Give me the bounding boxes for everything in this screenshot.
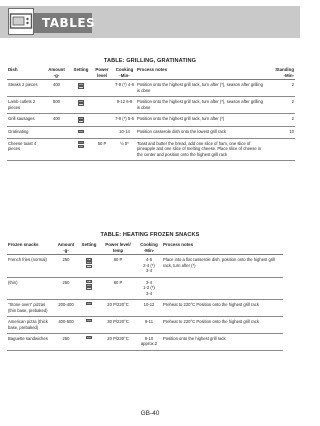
microwave-mode-icon	[86, 258, 92, 261]
notes-cell: Position onto the highest grill rack, turn after (*), season after grilling is done	[136, 80, 264, 97]
standing-cell	[264, 138, 295, 160]
grill-bottom-icon	[86, 265, 92, 268]
cooking-cell: 10-14	[113, 127, 136, 138]
column-header-power-temp: Power level/ temp	[100, 242, 136, 255]
cooking-cell: 7-9 (*) 5-6	[113, 114, 136, 127]
table-row	[7, 317, 283, 334]
cooking-cell: 7-9 (*) 4-6	[113, 80, 136, 97]
snack-cell: (thin)	[7, 277, 54, 299]
dish-cell: Lamb cutlets 2 pieces	[7, 97, 42, 114]
power-cell: 60 P	[100, 255, 136, 277]
amount-cell	[42, 127, 71, 138]
column-header-amount: Amount -g-	[54, 242, 78, 255]
amount-cell: 200-400	[54, 300, 78, 317]
microwave-power-icon	[78, 141, 84, 144]
column-header-cooking: Cooking -Min-	[136, 242, 162, 255]
amount-cell: 400	[42, 114, 71, 127]
grill-combination-icon	[86, 302, 92, 305]
grill-top-icon	[86, 261, 92, 264]
dish-cell: Gratinating	[7, 127, 42, 138]
amount-cell: 500	[42, 97, 71, 114]
grill-bottom-icon	[78, 120, 84, 123]
grill-top-icon	[78, 100, 84, 103]
grilling-table-header	[7, 67, 295, 80]
cooking-cell: 4-5 2-4 (*) 3-4	[136, 255, 162, 277]
table-row	[7, 255, 283, 277]
setting-cell	[78, 300, 100, 317]
column-header-setting: Setting	[78, 242, 100, 255]
frozen-snacks-table	[7, 242, 283, 351]
snack-cell: "Stone oven" pizzas (thin base, prebaked)	[7, 300, 54, 317]
standing-cell: 2	[264, 97, 295, 114]
table-row	[7, 80, 295, 97]
table-row	[7, 333, 283, 350]
snack-cell: Baguette sandwiches	[7, 333, 54, 350]
amount-cell: 250	[54, 333, 78, 350]
grill-bottom-icon	[86, 287, 92, 290]
table-row	[7, 114, 295, 127]
setting-cell	[71, 114, 91, 127]
cooking-cell: 9-11	[136, 317, 162, 334]
amount-cell: 250	[54, 255, 78, 277]
power-cell: 20 P/230°C	[100, 333, 136, 350]
cooking-cell: 3-4 1-2 (*) 3-4	[136, 277, 162, 299]
grill-combination-icon	[86, 336, 92, 339]
frozen-table-title: TABLE: HEATING FROZEN SNACKS	[100, 232, 200, 238]
power-cell: 50 P	[91, 138, 113, 160]
frozen-table-header	[7, 242, 283, 255]
power-cell	[91, 80, 113, 97]
table-row	[7, 300, 283, 317]
grill-bottom-icon	[78, 86, 84, 89]
setting-cell	[71, 127, 91, 138]
standing-cell: 10	[264, 127, 295, 138]
table-row	[7, 138, 295, 160]
notes-cell: Place into a flat casserole dish, position onto the highest grill rack, turn after (*)	[162, 255, 283, 277]
notes-cell	[162, 277, 283, 299]
microwave-mode-icon	[86, 280, 92, 283]
power-cell	[91, 114, 113, 127]
notes-cell: Position casserole dish onto the lowest grill rack	[136, 127, 264, 138]
standing-cell: 2	[264, 114, 295, 127]
grill-top-icon	[78, 130, 84, 133]
column-header-dish: Dish	[7, 67, 42, 80]
cooking-cell: 9-12 6-8	[113, 97, 136, 114]
dish-cell: Steaks 2 pieces	[7, 80, 42, 97]
setting-cell	[78, 317, 100, 334]
microwave-icon	[8, 8, 34, 35]
column-header-standing: Standing -Min-	[264, 67, 295, 80]
setting-cell	[71, 138, 91, 160]
setting-cell	[71, 80, 91, 97]
amount-cell: 400	[42, 80, 71, 97]
snack-cell: French fries (normal)	[7, 255, 54, 277]
setting-cell	[78, 255, 100, 277]
snack-cell: American pizza (thick base, prebaked)	[7, 317, 54, 334]
power-cell	[91, 127, 113, 138]
column-header-notes: Process notes	[136, 67, 264, 80]
grill-top-icon	[78, 117, 84, 120]
column-header-amount: Amount -g-	[42, 67, 71, 80]
notes-cell: Preheat to 220°C Position onto the highest grill rack	[162, 300, 283, 317]
cooking-cell: 8-10 approx.2	[136, 333, 162, 350]
cooking-cell: 10-12	[136, 300, 162, 317]
column-header-notes: Process notes	[162, 242, 283, 255]
dish-cell: Grill sausages	[7, 114, 42, 127]
table-row	[7, 97, 295, 114]
page-title: TABLES	[42, 16, 96, 30]
power-cell: 30 P/220°C	[100, 317, 136, 334]
power-cell: 60 P	[100, 277, 136, 299]
table-row	[7, 127, 295, 138]
power-cell	[91, 97, 113, 114]
page-number: GB-40	[140, 410, 160, 417]
grilling-table	[7, 67, 295, 161]
grill-bottom-icon	[78, 103, 84, 106]
grill-top-icon	[78, 145, 84, 148]
grill-top-icon	[86, 284, 92, 287]
amount-cell: 400-500	[54, 317, 78, 334]
notes-cell: Toast and butter the bread, add one slice of ham, one slice of pineapple and one slice of melting cheese. Place slice of cheese in the center and position onto the highest grill rack	[136, 138, 264, 160]
amount-cell	[42, 138, 71, 160]
setting-cell	[71, 97, 91, 114]
grill-combination-icon	[86, 319, 92, 322]
column-header-cooking: Cooking -Min-	[113, 67, 136, 80]
cooking-cell: ½ 5*	[113, 138, 136, 160]
notes-cell: Position onto the highest grill rack, turn after (*)	[136, 114, 264, 127]
notes-cell: Position onto the highest grill rack	[162, 333, 283, 350]
notes-cell: Position onto the highest grill rack, turn after (*), season after grilling is done	[136, 97, 264, 114]
column-header-snack: Frozen snacks	[7, 242, 54, 255]
setting-cell	[78, 277, 100, 299]
column-header-power: Power level	[91, 67, 113, 80]
column-header-setting: Setting	[71, 67, 91, 80]
power-cell: 20 P/220°C	[100, 300, 136, 317]
amount-cell: 250	[54, 277, 78, 299]
grilling-table-title: TABLE: GRILLING, GRATINATING	[103, 58, 197, 64]
table-row	[7, 277, 283, 299]
grill-top-icon	[78, 83, 84, 86]
setting-cell	[78, 333, 100, 350]
dish-cell: Cheese toast 4 pieces	[7, 138, 42, 160]
standing-cell: 2	[264, 80, 295, 97]
header-banner	[0, 0, 300, 44]
notes-cell: Preheat to 220°C Position onto the highest grill rack	[162, 317, 283, 334]
